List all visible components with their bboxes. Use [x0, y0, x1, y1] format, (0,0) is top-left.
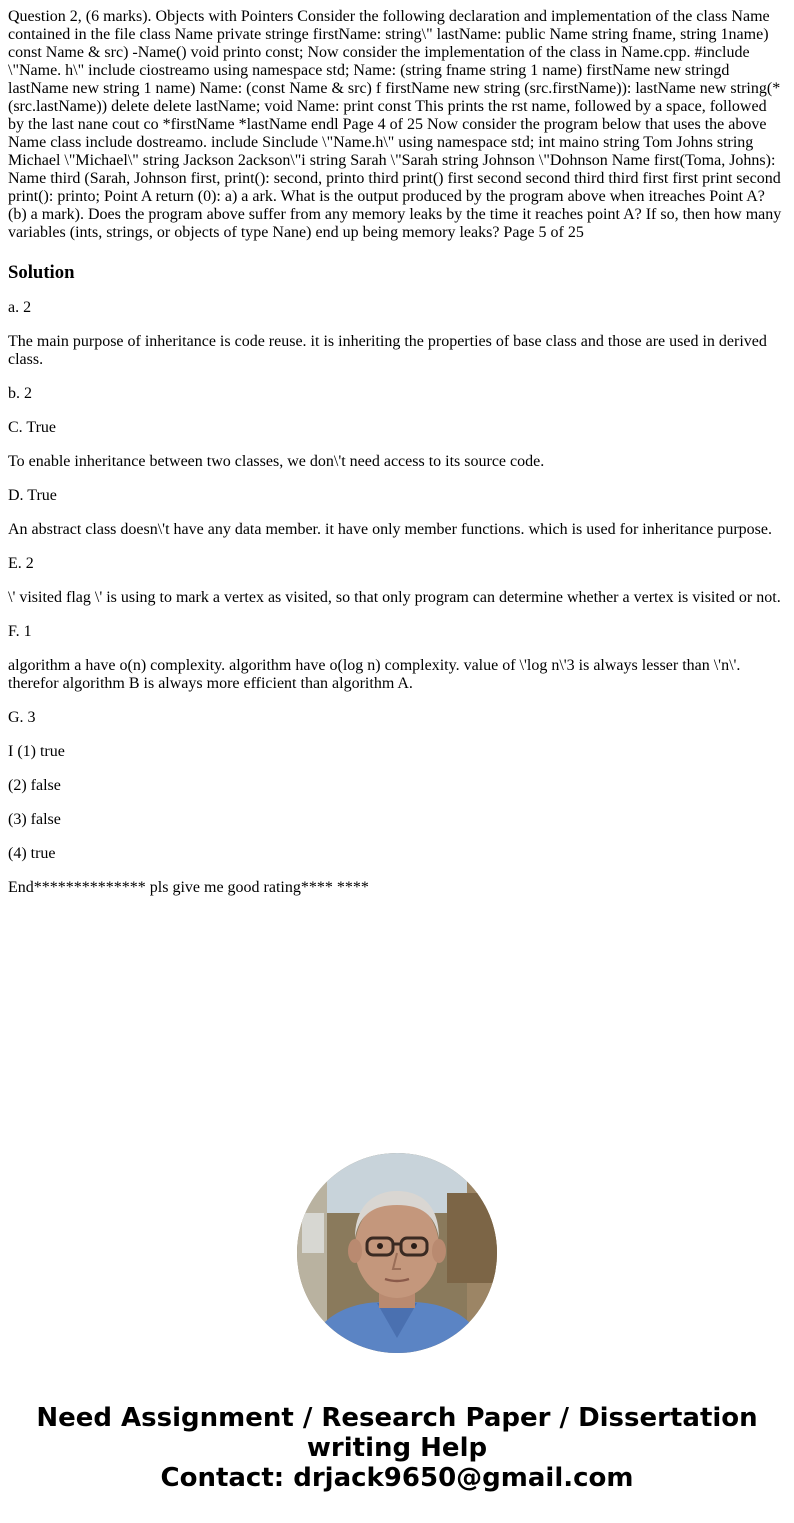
answer-c-explanation: To enable inheritance between two classes, we don\'t need access to its source code.	[8, 453, 545, 470]
answer-e-explanation: \' visited flag \' is using to mark a vertex as visited, so that only program can determine whether a vertex is visited or not.	[8, 589, 781, 606]
answer-i-1: I (1) true	[8, 743, 65, 760]
promo-line-2: writing Help	[306, 1433, 488, 1463]
author-photo	[297, 1153, 497, 1353]
answer-c: C. True	[8, 419, 57, 436]
document-body	[8, 8, 786, 913]
question-text: Question 2, (6 marks). Objects with Pointers Consider the following declaration and implementation of the class Name contained in the file class Name private stringe firstName: string\" lastName: public Name string fname, string 1name) const Name & src) -Name() void printo const; Now consider the implementation of the class in Name.cpp. #include \"Name. h\" include ciostreamo using namespace std; Name: (string fname string 1 name) firstName new stringd lastName new string 1 name) Name: (const Name & src) f firstName new string (src.firstName)): lastName new string(*(src.lastName)) delete delete lastName; void Name: print const This prints the rst name, followed by a space, followed by the last nane cout co *firstName *lastName endl Page 4 of 25 Now consider the program below that uses the above Name class include dostreamo. include Sinclude \"Name.h\" using namespace std; int maino string Tom Johns string Michael \"Michael\" string Jackson 2ackson\"i string Sarah \"Sarah string Johnson \"Dohnson Name first(Toma, Johns): Name third (Sarah, Johnson first, print(): second, printo third print() first second second third third first first print second print(): printo; Point A return (0): a) a ark. What is the output produced by the program above when itreaches Point A? (b) a mark). Does the program above suffer from any memory leaks by the time it reaches point A? If so, then how many variables (ints, strings, or objects of type Nane) end up being memory leaks? Page 5 of 25	[8, 8, 782, 241]
promo-line-1: Need Assignment / Research Paper / Dissertation	[36, 1403, 758, 1433]
person-portrait-icon	[297, 1153, 497, 1353]
answer-i-2: (2) false	[8, 777, 61, 794]
answer-e: E. 2	[8, 555, 34, 572]
answer-a: a. 2	[8, 299, 32, 316]
answer-a-explanation: The main purpose of inheritance is code reuse. it is inheriting the properties of base class and those are used in derived class.	[8, 333, 767, 368]
answer-d-explanation: An abstract class doesn\'t have any data member. it have only member functions. which is used for inheritance purpose.	[8, 521, 772, 538]
answer-i-4: (4) true	[8, 845, 56, 862]
answer-b: b. 2	[8, 385, 32, 402]
answer-d: D. True	[8, 487, 57, 504]
promo-contact: Contact: drjack9650@gmail.com	[160, 1463, 634, 1493]
answer-g: G. 3	[8, 709, 36, 726]
answer-f-explanation: algorithm a have o(n) complexity. algorithm have o(log n) complexity. value of \'log n\'3 is always lesser than \'n\'. therefor algorithm B is always more efficient than algorithm A.	[8, 657, 741, 692]
answer-f: F. 1	[8, 623, 32, 640]
answer-i-3: (3) false	[8, 811, 61, 828]
promo-banner	[0, 1403, 794, 1493]
closing-note: End************** pls give me good rating**** ****	[8, 879, 369, 896]
solution-heading: Solution	[8, 262, 75, 283]
